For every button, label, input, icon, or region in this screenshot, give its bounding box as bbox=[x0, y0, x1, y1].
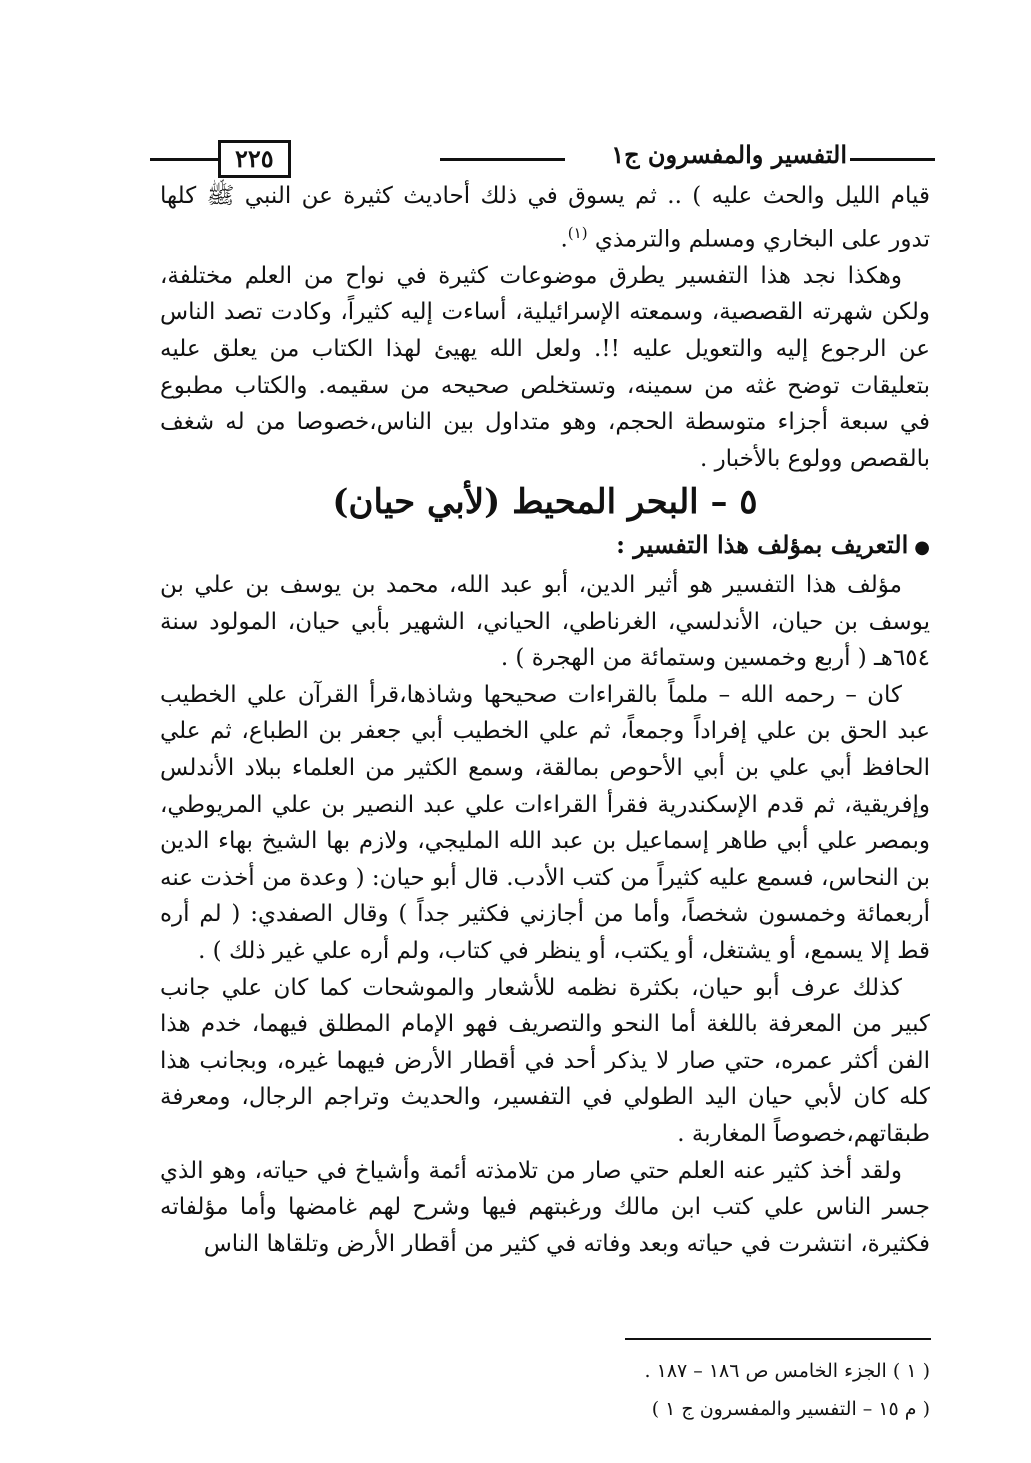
printer-signature: ( م ١٥ – التفسير والمفسرون ج ١ ) bbox=[651, 1398, 930, 1420]
book-title: التفسير والمفسرون ج١ bbox=[611, 140, 847, 169]
paragraph-1: قيام الليل والحث عليه ) .. ثم يسوق في ذلك أحاديث كثيرة عن النبي ﷺ كلها تدور على البخاري ومسلم والترمذي $^{(١)}$. bbox=[160, 183, 930, 253]
paragraph-4: كان – رحمه الله – ملماً بالقراءات صحيحها وشاذها،قرأ القرآن علي الخطيب عبد الحق بن علي إفراداً وجمعاً، ثم علي الخطيب أبي جعفر بن الطباع، ثم علي الحافظ أبي علي بن أبي الأحوص بمالقة، وسمع الكثير من العلماء ببلاد الأندلس وإفريقية، ثم قدم الإسكندرية فقرأ القراءات علي عبد النصير بن علي المريوطي، وبمصر علي أبي طاهر إسماعيل بن عبد الله المليجي، ولازم بها الشيخ بهاء الدين بن النحاس، فسمع عليه كثيراً من كتب الأدب. قال أبو حيان: ( وعدة من أخذت عنه أربعمائة وخمسون شخصاً، وأما من أجازني فكثير جداً ) وقال الصفدي: ( لم أره قط إلا يسمع، أو يشتغل، أو يكتب، أو ينظر في كتاب، ولم أره علي غير ذلك ) . bbox=[160, 681, 930, 964]
paragraph-3: مؤلف هذا التفسير هو أثير الدين، أبو عبد الله، محمد بن يوسف بن علي بن يوسف بن حيان، الأندلسي، الغرناطي، الحياني، الشهير بأبي حيان، المولود سنة ٦٥٤هـ ( أربع وخمسين وستمائة من الهجرة ) . bbox=[160, 572, 930, 672]
header-rule-middle bbox=[440, 158, 565, 161]
section-heading: ٥ – البحر المحيط (لأبي حيان) bbox=[332, 482, 758, 523]
body-text bbox=[160, 178, 930, 1262]
footnote-1: ( ١ ) الجزء الخامس ص ١٨٦ – ١٨٧ . bbox=[644, 1360, 930, 1382]
footnote-divider bbox=[625, 1338, 931, 1340]
header-rule-left bbox=[150, 158, 218, 161]
page-number: ٢٢٥ bbox=[218, 140, 291, 178]
paragraph-5: كذلك عرف أبو حيان، بكثرة نظمه للأشعار والموشحات كما كان علي جانب كبير من المعرفة باللغة أما النحو والتصريف فهو الإمام المطلق فيهما، خدم هذا الفن أكثر عمره، حتي صار لا يذكر أحد في أقطار الأرض فيهما غيره، وبجانب هذا كله كان لأبي حيان اليد الطولي في التفسير، والحديث وتراجم الرجال، ومعرفة طبقاتهم،خصوصاً المغاربة . bbox=[160, 974, 930, 1147]
header-rule-right bbox=[850, 158, 935, 161]
paragraph-2: وهكذا نجد هذا التفسير يطرق موضوعات كثيرة في نواح من العلم مختلفة، ولكن شهرته القصصية، وسمعته الإسرائيلية، أساءت إليه كثيراً، وكادت تصد الناس عن الرجوع إليه والتعويل عليه !!. ولعل الله يهيئ لهذا الكتاب من يعلق عليه بتعليقات توضح غثه من سمينه، وتستخلص صحيحه من سقيمه. والكتاب مطبوع في سبعة أجزاء متوسطة الحجم، وهو متداول بين الناس،خصوصا من له شغف بالقصص وولوع بالأخبار . bbox=[160, 262, 931, 472]
subheading bbox=[160, 527, 930, 567]
paragraph-6: ولقد أخذ كثير عنه العلم حتي صار من تلامذته أئمة وأشياخ في حياته، وهو الذي جسر الناس علي كتب ابن مالك ورغبتهم فيها وشرح لهم غامضها وأما مؤلفاته فكثيرة، انتشرت في حياته وبعد وفاته في كثير من أقطار الأرض وتلقاها الناس bbox=[160, 1157, 930, 1257]
subheading-text: التعريف بمؤلف هذا التفسير : bbox=[616, 530, 909, 560]
footnote-marker: (١) bbox=[567, 223, 588, 242]
page-header bbox=[150, 138, 935, 178]
paragraph-1-text: قيام الليل والحث عليه ) .. ثم يسوق في ذلك أحاديث كثيرة عن النبي ﷺ كلها تدور على البخاري ومسلم والترمذي bbox=[160, 183, 930, 253]
footnotes bbox=[600, 1352, 930, 1428]
bullet-icon: ● bbox=[914, 537, 930, 559]
